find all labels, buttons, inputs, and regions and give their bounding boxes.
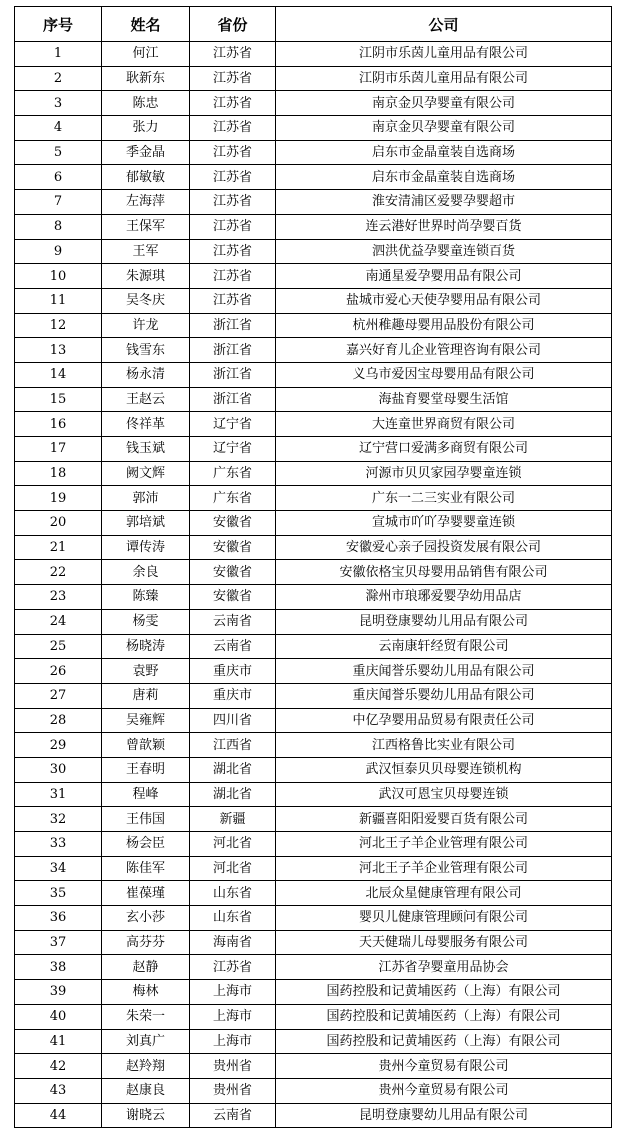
cell-serial-number: 17 [15, 437, 102, 462]
cell-province: 新疆 [190, 807, 276, 832]
table-row [15, 782, 612, 807]
cell-name: 佟祥革 [102, 412, 190, 437]
cell-province: 辽宁省 [190, 412, 276, 437]
table-row [15, 1103, 612, 1128]
cell-serial-number: 18 [15, 461, 102, 486]
table-row [15, 362, 612, 387]
cell-name: 谢晓云 [102, 1103, 190, 1128]
cell-company: 贵州今童贸易有限公司 [276, 1054, 612, 1079]
cell-province: 湖北省 [190, 757, 276, 782]
cell-serial-number: 31 [15, 782, 102, 807]
table-row [15, 313, 612, 338]
cell-province: 浙江省 [190, 338, 276, 363]
cell-serial-number: 35 [15, 881, 102, 906]
cell-province: 浙江省 [190, 362, 276, 387]
cell-province: 河北省 [190, 832, 276, 857]
cell-name: 朱源琪 [102, 264, 190, 289]
table-row [15, 66, 612, 91]
cell-company: 武汉恒泰贝贝母婴连锁机构 [276, 757, 612, 782]
table-row [15, 609, 612, 634]
cell-company: 安徽依格宝贝母婴用品销售有限公司 [276, 560, 612, 585]
cell-company: 贵州今童贸易有限公司 [276, 1078, 612, 1103]
cell-province: 江苏省 [190, 214, 276, 239]
cell-serial-number: 26 [15, 659, 102, 684]
cell-company: 南京金贝孕婴童有限公司 [276, 91, 612, 116]
cell-province: 重庆市 [190, 659, 276, 684]
cell-name: 杨永清 [102, 362, 190, 387]
cell-company: 嘉兴好育儿企业管理咨询有限公司 [276, 338, 612, 363]
cell-company: 昆明登康婴幼儿用品有限公司 [276, 609, 612, 634]
cell-name: 郁敏敏 [102, 165, 190, 190]
cell-province: 上海市 [190, 1029, 276, 1054]
cell-province: 山东省 [190, 906, 276, 931]
table-header [15, 7, 612, 42]
cell-serial-number: 24 [15, 609, 102, 634]
cell-province: 贵州省 [190, 1054, 276, 1079]
cell-serial-number: 19 [15, 486, 102, 511]
table-row [15, 683, 612, 708]
table-row [15, 881, 612, 906]
cell-company: 启东市金晶童装自选商场 [276, 165, 612, 190]
table-row [15, 412, 612, 437]
cell-serial-number: 40 [15, 1004, 102, 1029]
cell-company: 江阴市乐茵儿童用品有限公司 [276, 42, 612, 67]
cell-serial-number: 12 [15, 313, 102, 338]
cell-company: 新疆喜阳阳爱婴百货有限公司 [276, 807, 612, 832]
table-row [15, 980, 612, 1005]
cell-serial-number: 34 [15, 856, 102, 881]
table-row [15, 708, 612, 733]
cell-name: 崔葆瑾 [102, 881, 190, 906]
table-row [15, 757, 612, 782]
cell-province: 江苏省 [190, 140, 276, 165]
cell-serial-number: 2 [15, 66, 102, 91]
table-row [15, 461, 612, 486]
table-row [15, 165, 612, 190]
cell-province: 江苏省 [190, 190, 276, 215]
cell-name: 杨雯 [102, 609, 190, 634]
cell-company: 河北王子羊企业管理有限公司 [276, 832, 612, 857]
cell-province: 江苏省 [190, 165, 276, 190]
table-row [15, 214, 612, 239]
cell-name: 王保军 [102, 214, 190, 239]
cell-company: 婴贝儿健康管理顾问有限公司 [276, 906, 612, 931]
cell-name: 何江 [102, 42, 190, 67]
cell-name: 玄小莎 [102, 906, 190, 931]
cell-province: 江苏省 [190, 42, 276, 67]
cell-name: 梅林 [102, 980, 190, 1005]
cell-company: 宣城市吖吖孕婴婴童连锁 [276, 511, 612, 536]
cell-name: 钱玉斌 [102, 437, 190, 462]
table-row [15, 338, 612, 363]
cell-name: 高芬芬 [102, 930, 190, 955]
cell-serial-number: 37 [15, 930, 102, 955]
cell-serial-number: 4 [15, 116, 102, 141]
cell-serial-number: 39 [15, 980, 102, 1005]
cell-province: 贵州省 [190, 1078, 276, 1103]
cell-name: 刘真广 [102, 1029, 190, 1054]
cell-province: 辽宁省 [190, 437, 276, 462]
cell-province: 河北省 [190, 856, 276, 881]
table-row [15, 239, 612, 264]
cell-serial-number: 6 [15, 165, 102, 190]
cell-province: 上海市 [190, 980, 276, 1005]
cell-name: 钱雪东 [102, 338, 190, 363]
cell-serial-number: 13 [15, 338, 102, 363]
cell-province: 浙江省 [190, 387, 276, 412]
cell-province: 江西省 [190, 733, 276, 758]
cell-name: 吴冬庆 [102, 288, 190, 313]
cell-serial-number: 25 [15, 634, 102, 659]
cell-serial-number: 3 [15, 91, 102, 116]
cell-company: 天天健瑞儿母婴服务有限公司 [276, 930, 612, 955]
cell-name: 杨晓涛 [102, 634, 190, 659]
cell-name: 程峰 [102, 782, 190, 807]
cell-serial-number: 29 [15, 733, 102, 758]
cell-province: 云南省 [190, 634, 276, 659]
cell-province: 江苏省 [190, 66, 276, 91]
cell-serial-number: 8 [15, 214, 102, 239]
cell-province: 海南省 [190, 930, 276, 955]
cell-company: 大连童世界商贸有限公司 [276, 412, 612, 437]
table-row [15, 906, 612, 931]
table-row [15, 733, 612, 758]
cell-company: 泗洪优益孕婴童连锁百货 [276, 239, 612, 264]
header-name: 姓名 [102, 7, 190, 42]
header-company: 公司 [276, 7, 612, 42]
cell-name: 赵羚翔 [102, 1054, 190, 1079]
cell-company: 海盐育婴堂母婴生活馆 [276, 387, 612, 412]
table-row [15, 560, 612, 585]
cell-company: 淮安清浦区爱婴孕婴超市 [276, 190, 612, 215]
table-row [15, 535, 612, 560]
cell-name: 左海萍 [102, 190, 190, 215]
cell-name: 耿新东 [102, 66, 190, 91]
table-row [15, 807, 612, 832]
cell-name: 赵康良 [102, 1078, 190, 1103]
cell-company: 盐城市爱心天使孕婴用品有限公司 [276, 288, 612, 313]
cell-company: 国药控股和记黄埔医药（上海）有限公司 [276, 1029, 612, 1054]
cell-company: 云南康轩经贸有限公司 [276, 634, 612, 659]
cell-serial-number: 38 [15, 955, 102, 980]
cell-company: 杭州稚趣母婴用品股份有限公司 [276, 313, 612, 338]
cell-province: 江苏省 [190, 116, 276, 141]
attendee-table [14, 6, 612, 1128]
table-row [15, 140, 612, 165]
cell-company: 安徽爱心亲子园投资发展有限公司 [276, 535, 612, 560]
cell-company: 昆明登康婴幼儿用品有限公司 [276, 1103, 612, 1128]
cell-province: 云南省 [190, 609, 276, 634]
cell-province: 江苏省 [190, 955, 276, 980]
cell-province: 上海市 [190, 1004, 276, 1029]
cell-serial-number: 36 [15, 906, 102, 931]
table-row [15, 437, 612, 462]
cell-province: 江苏省 [190, 91, 276, 116]
cell-name: 王军 [102, 239, 190, 264]
cell-serial-number: 32 [15, 807, 102, 832]
cell-name: 唐莉 [102, 683, 190, 708]
cell-name: 陈佳军 [102, 856, 190, 881]
cell-company: 河源市贝贝家园孕婴童连锁 [276, 461, 612, 486]
cell-name: 郭培斌 [102, 511, 190, 536]
cell-province: 浙江省 [190, 313, 276, 338]
table-row [15, 634, 612, 659]
cell-serial-number: 15 [15, 387, 102, 412]
cell-serial-number: 23 [15, 585, 102, 610]
cell-province: 湖北省 [190, 782, 276, 807]
cell-name: 余良 [102, 560, 190, 585]
cell-serial-number: 9 [15, 239, 102, 264]
cell-serial-number: 43 [15, 1078, 102, 1103]
cell-serial-number: 14 [15, 362, 102, 387]
table-row [15, 42, 612, 67]
cell-company: 国药控股和记黄埔医药（上海）有限公司 [276, 1004, 612, 1029]
header-serial-number: 序号 [15, 7, 102, 42]
table-row [15, 264, 612, 289]
cell-company: 南通星爱孕婴用品有限公司 [276, 264, 612, 289]
cell-name: 谭传涛 [102, 535, 190, 560]
cell-serial-number: 22 [15, 560, 102, 585]
cell-name: 杨会臣 [102, 832, 190, 857]
cell-name: 王伟国 [102, 807, 190, 832]
cell-name: 朱荣一 [102, 1004, 190, 1029]
cell-company: 广东一二三实业有限公司 [276, 486, 612, 511]
cell-serial-number: 44 [15, 1103, 102, 1128]
table-row [15, 190, 612, 215]
cell-province: 山东省 [190, 881, 276, 906]
cell-company: 国药控股和记黄埔医药（上海）有限公司 [276, 980, 612, 1005]
table-row [15, 930, 612, 955]
cell-province: 云南省 [190, 1103, 276, 1128]
table-row [15, 486, 612, 511]
cell-company: 河北王子羊企业管理有限公司 [276, 856, 612, 881]
cell-company: 武汉可恩宝贝母婴连锁 [276, 782, 612, 807]
cell-company: 中亿孕婴用品贸易有限责任公司 [276, 708, 612, 733]
cell-province: 江苏省 [190, 239, 276, 264]
table-row [15, 116, 612, 141]
table-row [15, 1029, 612, 1054]
cell-name: 王春明 [102, 757, 190, 782]
cell-serial-number: 33 [15, 832, 102, 857]
cell-serial-number: 10 [15, 264, 102, 289]
cell-company: 连云港好世界时尚孕婴百货 [276, 214, 612, 239]
cell-name: 许龙 [102, 313, 190, 338]
table-row [15, 585, 612, 610]
cell-serial-number: 28 [15, 708, 102, 733]
table-row [15, 1004, 612, 1029]
cell-serial-number: 42 [15, 1054, 102, 1079]
cell-province: 广东省 [190, 486, 276, 511]
cell-serial-number: 16 [15, 412, 102, 437]
cell-company: 重庆闻誉乐婴幼儿用品有限公司 [276, 683, 612, 708]
cell-province: 江苏省 [190, 288, 276, 313]
cell-company: 江阴市乐茵儿童用品有限公司 [276, 66, 612, 91]
cell-name: 吴雍辉 [102, 708, 190, 733]
cell-serial-number: 1 [15, 42, 102, 67]
cell-province: 安徽省 [190, 560, 276, 585]
cell-company: 重庆闻誉乐婴幼儿用品有限公司 [276, 659, 612, 684]
cell-company: 南京金贝孕婴童有限公司 [276, 116, 612, 141]
table-row [15, 832, 612, 857]
table-row [15, 91, 612, 116]
cell-province: 广东省 [190, 461, 276, 486]
table-row [15, 955, 612, 980]
table-row [15, 511, 612, 536]
cell-name: 郭沛 [102, 486, 190, 511]
table-row [15, 856, 612, 881]
cell-serial-number: 41 [15, 1029, 102, 1054]
cell-serial-number: 5 [15, 140, 102, 165]
header-province: 省份 [190, 7, 276, 42]
cell-province: 四川省 [190, 708, 276, 733]
table-row [15, 659, 612, 684]
table-row [15, 288, 612, 313]
cell-province: 安徽省 [190, 511, 276, 536]
cell-name: 赵静 [102, 955, 190, 980]
cell-province: 重庆市 [190, 683, 276, 708]
cell-serial-number: 27 [15, 683, 102, 708]
cell-serial-number: 21 [15, 535, 102, 560]
cell-name: 陈臻 [102, 585, 190, 610]
cell-serial-number: 20 [15, 511, 102, 536]
cell-name: 季金晶 [102, 140, 190, 165]
table-body [15, 42, 612, 1128]
cell-name: 阙文辉 [102, 461, 190, 486]
cell-serial-number: 11 [15, 288, 102, 313]
cell-company: 江苏省孕婴童用品协会 [276, 955, 612, 980]
cell-name: 张力 [102, 116, 190, 141]
cell-province: 安徽省 [190, 535, 276, 560]
table-row [15, 1078, 612, 1103]
cell-name: 曾歆颖 [102, 733, 190, 758]
cell-province: 安徽省 [190, 585, 276, 610]
table-row [15, 1054, 612, 1079]
cell-company: 辽宁营口爱满多商贸有限公司 [276, 437, 612, 462]
cell-province: 江苏省 [190, 264, 276, 289]
cell-name: 王赵云 [102, 387, 190, 412]
cell-company: 江西格鲁比实业有限公司 [276, 733, 612, 758]
cell-company: 义乌市爱因宝母婴用品有限公司 [276, 362, 612, 387]
cell-company: 滁州市琅琊爱婴孕幼用品店 [276, 585, 612, 610]
cell-serial-number: 30 [15, 757, 102, 782]
cell-serial-number: 7 [15, 190, 102, 215]
table-row [15, 387, 612, 412]
cell-company: 北辰众星健康管理有限公司 [276, 881, 612, 906]
cell-name: 陈忠 [102, 91, 190, 116]
cell-company: 启东市金晶童装自选商场 [276, 140, 612, 165]
header-row [15, 7, 612, 42]
cell-name: 袁野 [102, 659, 190, 684]
